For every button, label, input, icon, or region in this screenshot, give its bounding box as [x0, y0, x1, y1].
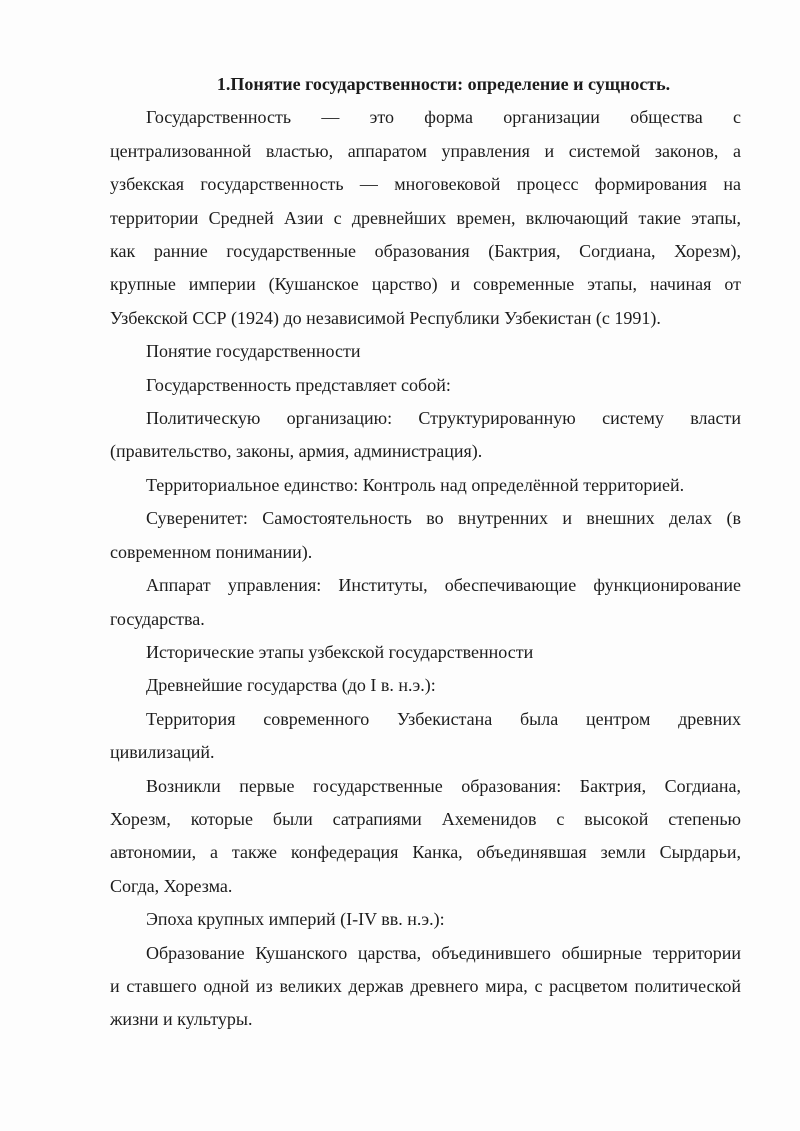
- paragraph: [110, 770, 741, 904]
- paragraph-line: Согда, Хорезма.: [110, 875, 233, 896]
- paragraph-line: (правительство, законы, армия, администрация).: [110, 441, 483, 462]
- paragraph: [110, 903, 741, 936]
- paragraph-line: Территория современного Узбекистана была центром древних: [146, 708, 741, 729]
- paragraph-line: крупные империи (Кушанское царство) и современные этапы, начиная от: [110, 274, 741, 295]
- paragraph-line: Хорезм, которые были сатрапиями Ахеменидов с высокой степенью: [110, 808, 741, 829]
- paragraph-line: Исторические этапы узбекской государственности: [146, 641, 534, 662]
- paragraph-list: [110, 101, 741, 1036]
- paragraph-line: Политическую организацию: Структурированную систему власти: [146, 408, 741, 429]
- paragraph: [110, 703, 741, 770]
- paragraph-line: Возникли первые государственные образования: Бактрия, Согдиана,: [146, 775, 741, 796]
- paragraph: [110, 101, 741, 335]
- paragraph-line: Древнейшие государства (до I в. н.э.):: [146, 675, 436, 696]
- paragraph: [110, 369, 741, 402]
- paragraph: [110, 937, 741, 1037]
- paragraph-line: централизованной властью, аппаратом управления и системой законов, а: [110, 140, 741, 161]
- paragraph-line: Государственность представляет собой:: [146, 374, 451, 395]
- paragraph-line: жизни и культуры.: [110, 1009, 253, 1030]
- paragraph: [110, 469, 741, 502]
- paragraph-line: Территориальное единство: Контроль над определённой территорией.: [146, 474, 685, 495]
- paragraph: [110, 502, 741, 569]
- paragraph-line: Образование Кушанского царства, объединившего обширные территории: [146, 942, 741, 963]
- paragraph-line: Аппарат управления: Институты, обеспечивающие функционирование: [146, 575, 741, 596]
- paragraph: [110, 569, 741, 636]
- paragraph: [110, 636, 741, 669]
- paragraph: [110, 402, 741, 469]
- paragraph: [110, 669, 741, 702]
- paragraph-line: Понятие государственности: [146, 341, 361, 362]
- paragraph-line: территории Средней Азии с древнейших времен, включающий такие этапы,: [110, 207, 741, 228]
- paragraph-line: современном понимании).: [110, 541, 313, 562]
- page-title: 1.Понятие государственности: определение и сущность.: [216, 74, 671, 94]
- paragraph-line: узбекская государственность — многовековой процесс формирования на: [110, 174, 741, 195]
- paragraph: [110, 335, 741, 368]
- paragraph-line: Эпоха крупных империй (I-IV вв. н.э.):: [146, 909, 445, 930]
- paragraph-line: как ранние государственные образования (Бактрия, Согдиана, Хорезм),: [110, 241, 741, 262]
- paragraph-line: автономии, а также конфедерация Канка, объединявшая земли Сырдарьи,: [110, 842, 741, 863]
- paragraph-line: Суверенитет: Самостоятельность во внутренних и внешних делах (в: [146, 508, 741, 529]
- paragraph-line: цивилизаций.: [110, 742, 215, 763]
- paragraph-line: Государственность — это форма организации общества с: [146, 107, 741, 128]
- paragraph-line: государства.: [110, 608, 205, 629]
- paragraph-line: Узбекской ССР (1924) до независимой Республики Узбекистан (с 1991).: [110, 307, 661, 328]
- paragraph-line: и ставшего одной из великих держав древнего мира, с расцветом политической: [110, 975, 741, 996]
